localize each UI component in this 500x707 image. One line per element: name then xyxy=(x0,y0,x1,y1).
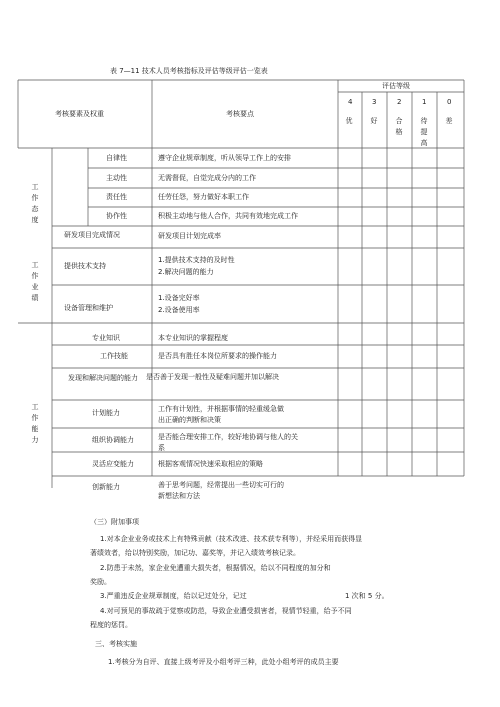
points-responsibility: 任劳任怨，努力做好本职工作 xyxy=(158,193,249,201)
rating-score-1: 1 xyxy=(422,98,427,106)
points-equipment-2: 2.设备使用率 xyxy=(158,306,200,314)
factor-innovation: 创新能力 xyxy=(92,483,120,491)
points-knowledge: 本专业知识的掌握程度 xyxy=(158,334,228,342)
points-innovation-1: 善于思考问题，经常提出一些切实可行的 xyxy=(158,481,284,489)
group-ability: 工作能力 xyxy=(31,403,39,444)
points-initiative: 无需督促，自觉完成分内的工作 xyxy=(158,174,256,182)
points-planning-2: 出正确的判断和决策 xyxy=(158,416,221,424)
rating-label-poor: 差 xyxy=(445,117,453,125)
notes-line-7: 程度的惩罚。 xyxy=(90,621,132,629)
notes-line-3: 2.防患于未然，家企业免遭重大损失者，根据情况，给以不同程度的加分和 xyxy=(100,564,331,572)
points-tech-support-2: 2.解决问题的能力 xyxy=(158,268,214,276)
points-coordination-1: 是否能合理安排工作，较好地协调与他人的关 xyxy=(158,433,298,441)
factor-problem-solving: 发现和解决问题的能力 xyxy=(68,374,138,382)
header-points: 考核要点 xyxy=(226,110,254,118)
factor-skills: 工作技能 xyxy=(100,352,128,360)
factor-tech-support: 提供技术支持 xyxy=(64,262,106,270)
rating-score-4: 4 xyxy=(348,98,353,106)
rating-label-good: 好 xyxy=(370,117,378,125)
notes-line-5b: 1 次和 5 分。 xyxy=(345,592,389,600)
points-skills: 是否具有胜任本岗位所要求的操作能力 xyxy=(158,352,277,360)
factor-cooperation: 协作性 xyxy=(106,212,127,220)
notes-heading: （三）附加事项 xyxy=(90,518,139,526)
points-discipline: 遵守企业规章制度，听从领导工作上的安排 xyxy=(158,154,291,162)
factor-equipment: 设备管理和维护 xyxy=(64,304,113,312)
notes-line-2: 著绩效者，给以特别奖励，加记功、嘉奖等，并记入绩效考核记录。 xyxy=(90,549,300,557)
factor-responsibility: 责任性 xyxy=(106,193,127,201)
points-rd-completion: 研发项目计划完成率 xyxy=(158,232,221,240)
group-performance: 工作业绩 xyxy=(31,261,39,302)
points-adaptability: 根据客观情况快速采取相应的策略 xyxy=(158,460,263,468)
table-caption: 表 7—11 技术人员考核指标及评估等级评估一览表 xyxy=(110,67,268,75)
factor-knowledge: 专业知识 xyxy=(92,334,120,342)
factor-coordination: 组织协调能力 xyxy=(92,436,134,444)
points-cooperation: 积极主动地与他人合作，共同有效地完成工作 xyxy=(158,212,298,220)
header-rating: 评估等级 xyxy=(382,82,410,90)
rating-label-improve: 待提高 xyxy=(420,117,428,147)
points-innovation-2: 新想法和方法 xyxy=(158,492,200,500)
points-problem-solving: 是否善于发现一般性及疑难问题并加以解决 xyxy=(146,373,279,381)
points-tech-support-1: 1.提供技术支持的及时性 xyxy=(158,256,235,264)
group-attitude: 工作态度 xyxy=(31,183,39,224)
notes-line-4: 奖励。 xyxy=(90,578,111,586)
factor-planning: 计划能力 xyxy=(92,409,120,417)
section-line-1: 1.考核分为自评、直接上级考评及小组考评三种，此处小组考评的成员主要 xyxy=(108,658,339,666)
header-factor: 考核要素及权重 xyxy=(55,110,104,118)
points-planning-1: 工作有计划性，并根据事情的轻重缓急做 xyxy=(158,405,284,413)
factor-adaptability: 灵活应变能力 xyxy=(92,460,134,468)
rating-score-0: 0 xyxy=(447,98,452,106)
notes-line-5: 3.严重违反企业规章制度，给以记过处分，记过 xyxy=(100,592,247,600)
factor-discipline: 自律性 xyxy=(106,154,127,162)
notes-line-1: 1.对本企业业务或技术上有特殊贡献（技术改进、技术获专利等），并经采用而获得显 xyxy=(100,535,363,543)
points-coordination-2: 系 xyxy=(158,444,165,452)
rating-score-2: 2 xyxy=(397,98,402,106)
rating-label-pass: 合格 xyxy=(395,117,403,136)
points-equipment-1: 1.设备完好率 xyxy=(158,294,200,302)
rating-score-3: 3 xyxy=(372,98,377,106)
factor-initiative: 主动性 xyxy=(106,174,127,182)
factor-rd-completion: 研发项目完成情况 xyxy=(64,231,120,239)
section-heading: 三、考核实施 xyxy=(95,640,137,648)
rating-label-excellent: 优 xyxy=(345,117,353,125)
notes-line-6: 4.对可预见的事故疏于觉察或防范，导致企业遭受损害者，视情节轻重，给予不同 xyxy=(100,607,352,615)
